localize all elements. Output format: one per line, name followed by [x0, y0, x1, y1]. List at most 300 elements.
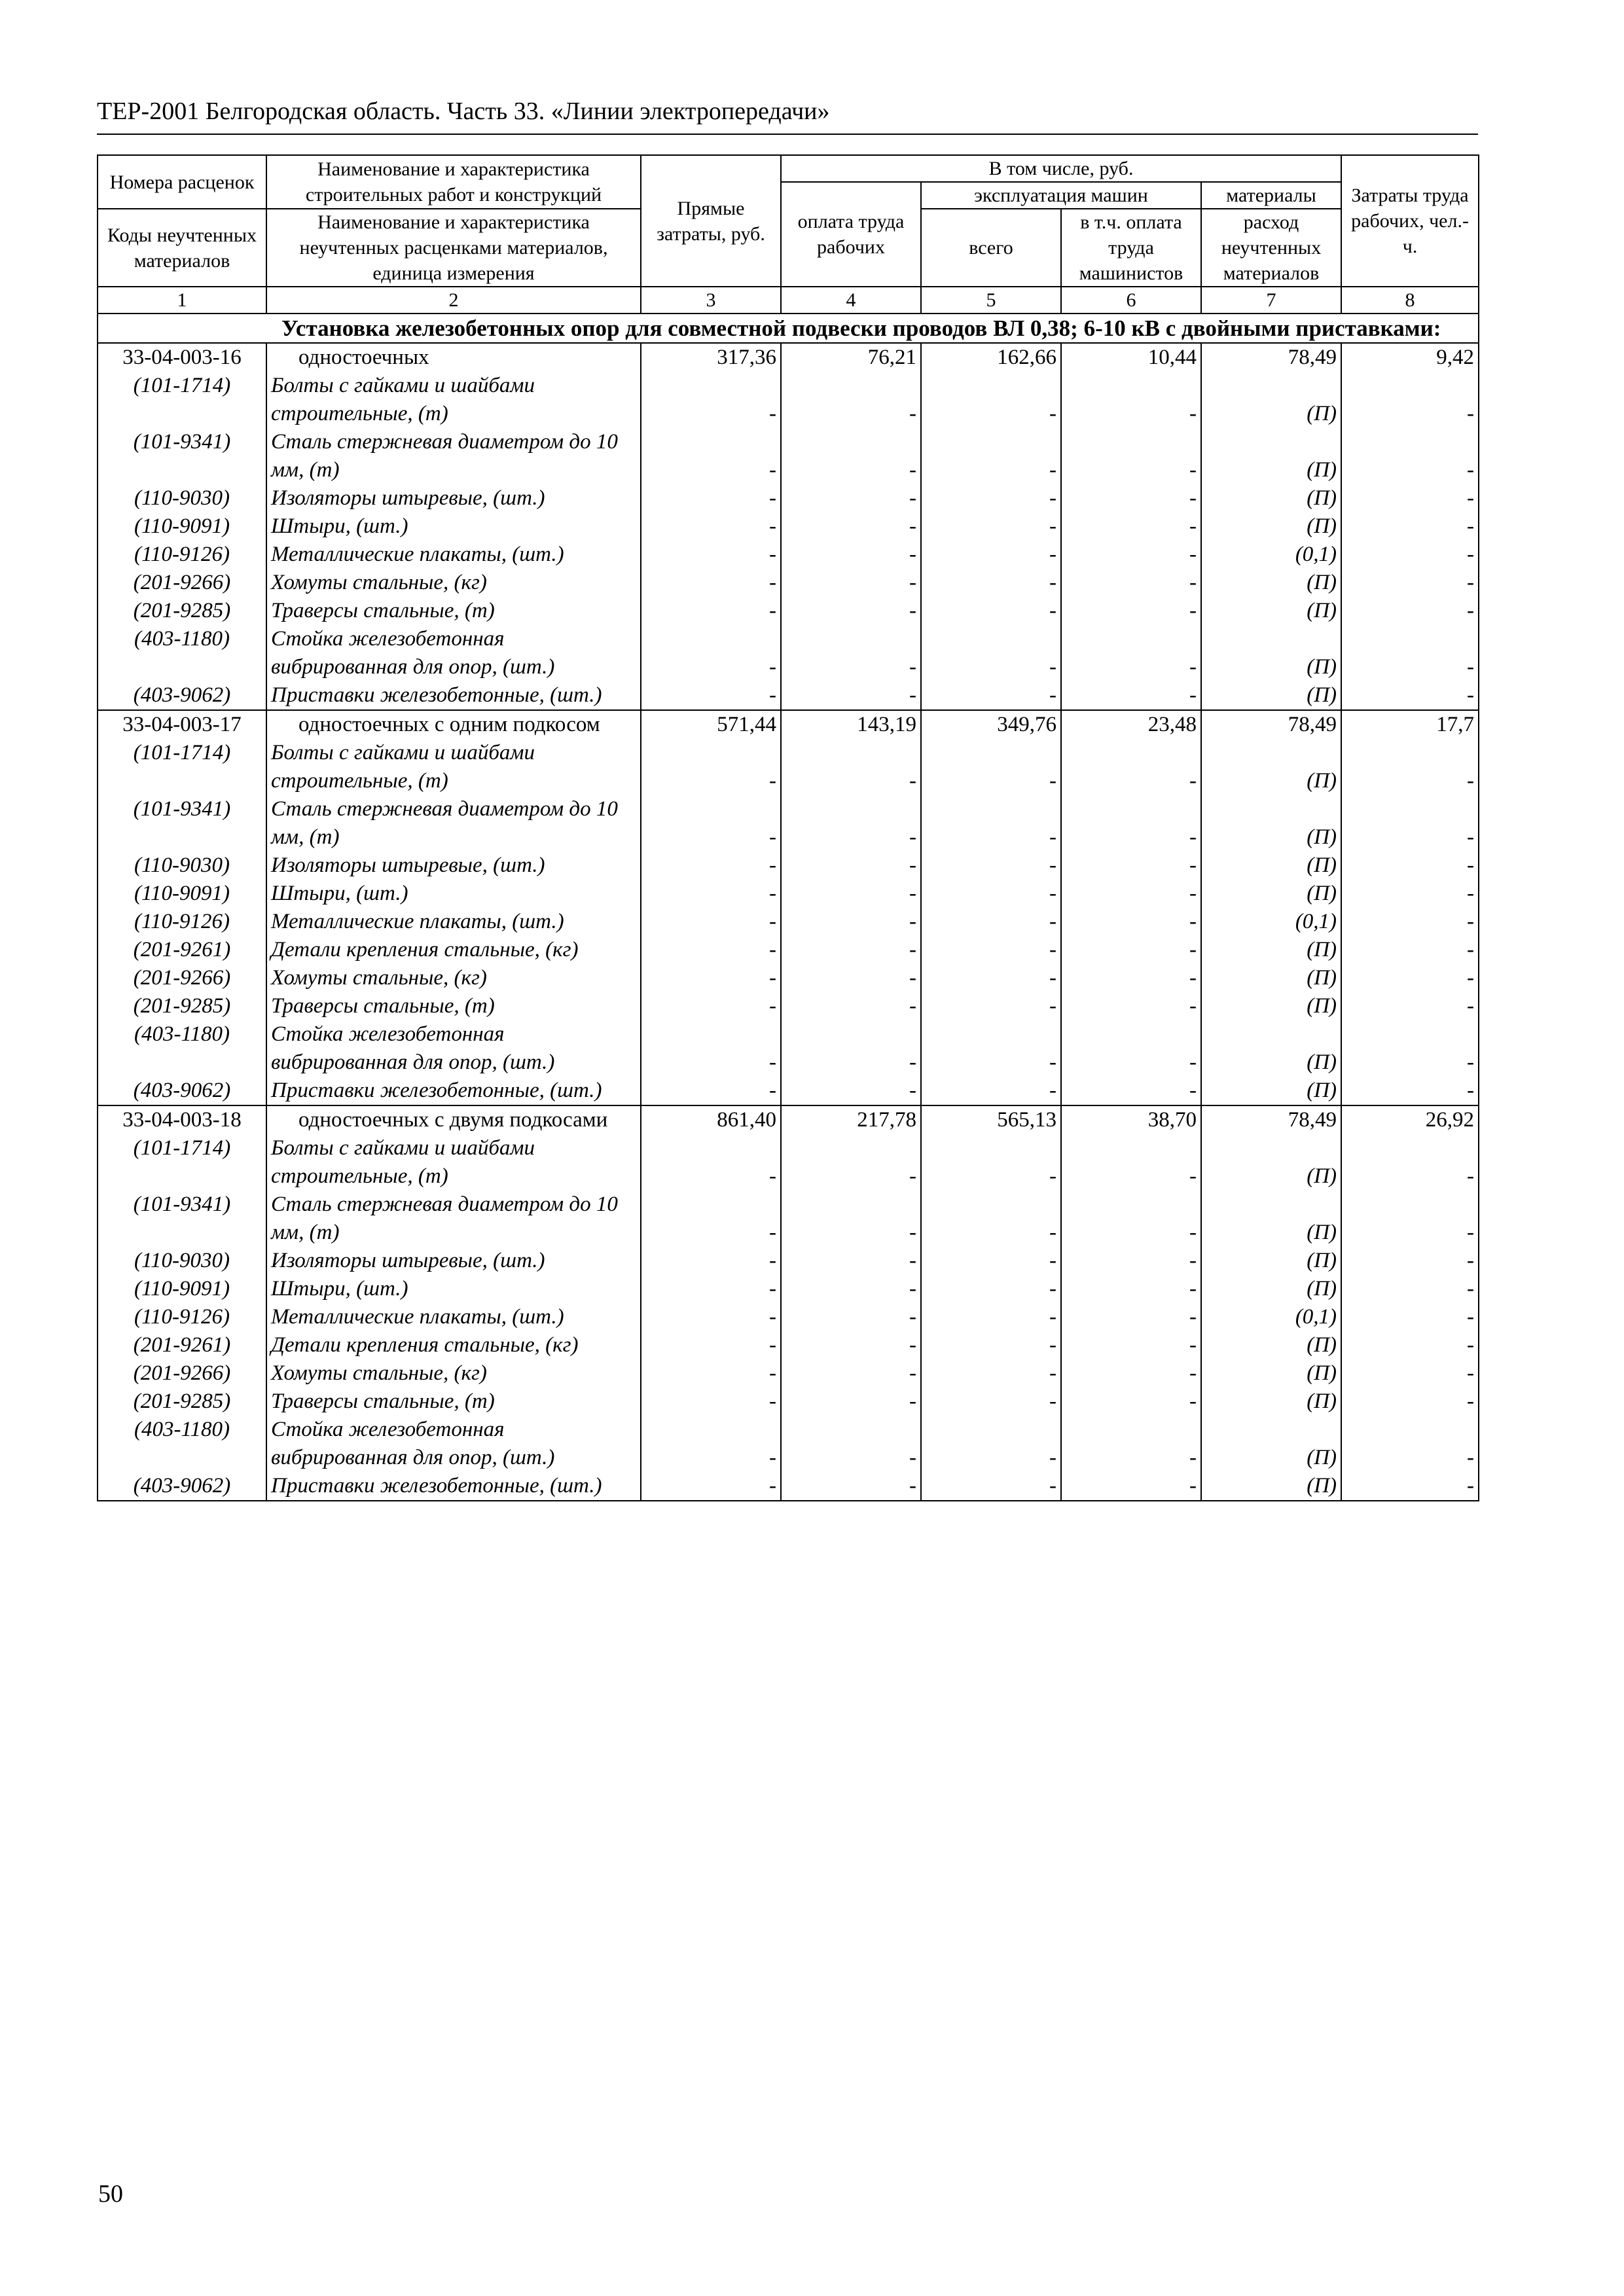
material-usage: (П)	[1201, 880, 1341, 908]
material-name: Детали крепления стальные, (кг)	[266, 936, 641, 964]
dash-cell: -	[1341, 1134, 1479, 1191]
material-usage: (П)	[1201, 1388, 1341, 1416]
dash-cell: -	[781, 1359, 921, 1388]
material-row	[98, 1472, 1479, 1501]
dash-cell: -	[921, 484, 1061, 512]
material-code: (101-1714)	[98, 739, 266, 795]
dash-cell: -	[641, 512, 781, 541]
dash-cell: -	[641, 569, 781, 597]
material-row	[98, 597, 1479, 625]
material-name: Болты с гайками и шайбами строительные, (т)	[266, 372, 641, 428]
material-usage: (П)	[1201, 1191, 1341, 1247]
dash-cell: -	[1061, 936, 1201, 964]
material-usage: (П)	[1201, 1020, 1341, 1077]
dash-cell: -	[1061, 681, 1201, 710]
material-row	[98, 739, 1479, 795]
dash-cell: -	[1061, 992, 1201, 1020]
material-code: (201-9266)	[98, 1359, 266, 1388]
material-row	[98, 992, 1479, 1020]
dash-cell: -	[1061, 880, 1201, 908]
dash-cell: -	[641, 1416, 781, 1472]
dash-cell: -	[1341, 936, 1479, 964]
material-code: (101-9341)	[98, 428, 266, 484]
dash-cell: -	[921, 597, 1061, 625]
dash-cell: -	[921, 1388, 1061, 1416]
rate-code: 33-04-003-17	[98, 710, 266, 739]
dash-cell: -	[1061, 1359, 1201, 1388]
material-usage: (П)	[1201, 1416, 1341, 1472]
dash-cell: -	[781, 1416, 921, 1472]
material-name: Приставки железобетонные, (шт.)	[266, 1472, 641, 1501]
dash-cell: -	[1061, 625, 1201, 681]
material-name: Болты с гайками и шайбами строительные, (т)	[266, 1134, 641, 1191]
dash-cell: -	[781, 1388, 921, 1416]
material-row	[98, 1191, 1479, 1247]
dash-cell: -	[921, 569, 1061, 597]
dash-cell: -	[1061, 1191, 1201, 1247]
column-number: 6	[1061, 287, 1201, 314]
material-usage: (П)	[1201, 1247, 1341, 1275]
dash-cell: -	[781, 1191, 921, 1247]
material-name: Приставки железобетонные, (шт.)	[266, 1077, 641, 1105]
material-name: Сталь стержневая диаметром до 10 мм, (т)	[266, 1191, 641, 1247]
material-name: Хомуты стальные, (кг)	[266, 964, 641, 992]
material-usage: (П)	[1201, 852, 1341, 880]
labor-hours: 17,7	[1341, 710, 1479, 739]
dash-cell: -	[921, 1275, 1061, 1303]
dash-cell: -	[1061, 1388, 1201, 1416]
material-row	[98, 1247, 1479, 1275]
labor-hours: 9,42	[1341, 343, 1479, 372]
material-usage: (П)	[1201, 569, 1341, 597]
material-row	[98, 541, 1479, 569]
dash-cell: -	[641, 372, 781, 428]
dash-cell: -	[1061, 1331, 1201, 1359]
dash-cell: -	[1341, 541, 1479, 569]
material-code: (201-9285)	[98, 992, 266, 1020]
dash-cell: -	[921, 1191, 1061, 1247]
material-code: (403-9062)	[98, 681, 266, 710]
dash-cell: -	[1061, 484, 1201, 512]
dash-cell: -	[1061, 1472, 1201, 1501]
rate-name: одностоечных	[266, 343, 641, 372]
material-row	[98, 569, 1479, 597]
column-number: 4	[781, 287, 921, 314]
dash-cell: -	[921, 1303, 1061, 1331]
material-row	[98, 1134, 1479, 1191]
material-code: (110-9091)	[98, 880, 266, 908]
dash-cell: -	[781, 964, 921, 992]
header-machines-total: всего	[921, 209, 1061, 287]
column-number: 5	[921, 287, 1061, 314]
dash-cell: -	[921, 625, 1061, 681]
material-usage: (П)	[1201, 795, 1341, 852]
dash-cell: -	[781, 795, 921, 852]
dash-cell: -	[1341, 1416, 1479, 1472]
material-usage: (П)	[1201, 681, 1341, 710]
dash-cell: -	[1341, 1359, 1479, 1388]
dash-cell: -	[781, 541, 921, 569]
material-code: (110-9091)	[98, 1275, 266, 1303]
dash-cell: -	[921, 541, 1061, 569]
dash-cell: -	[641, 1077, 781, 1105]
dash-cell: -	[921, 739, 1061, 795]
material-code: (403-9062)	[98, 1077, 266, 1105]
dash-cell: -	[1061, 964, 1201, 992]
material-code: (403-1180)	[98, 1020, 266, 1077]
material-usage: (П)	[1201, 428, 1341, 484]
machinists-pay: 23,48	[1061, 710, 1201, 739]
dash-cell: -	[1341, 569, 1479, 597]
dash-cell: -	[641, 1020, 781, 1077]
dash-cell: -	[1061, 1134, 1201, 1191]
dash-cell: -	[1061, 541, 1201, 569]
dash-cell: -	[1061, 569, 1201, 597]
material-row	[98, 852, 1479, 880]
dash-cell: -	[1061, 1077, 1201, 1105]
material-code: (201-9285)	[98, 1388, 266, 1416]
header-work-name: Наименование и характеристика строительных работ и конструкций	[266, 155, 641, 209]
material-code: (110-9030)	[98, 1247, 266, 1275]
material-row	[98, 1416, 1479, 1472]
material-row	[98, 880, 1479, 908]
material-row	[98, 795, 1479, 852]
dash-cell: -	[1341, 1077, 1479, 1105]
dash-cell: -	[1341, 908, 1479, 936]
material-row	[98, 1303, 1479, 1331]
dash-cell: -	[641, 1191, 781, 1247]
header-material-names: Наименование и характеристика неучтенных расценками материалов, единица измерения	[266, 209, 641, 287]
rate-code: 33-04-003-18	[98, 1105, 266, 1134]
dash-cell: -	[781, 484, 921, 512]
dash-cell: -	[1061, 1020, 1201, 1077]
material-name: Штыри, (шт.)	[266, 1275, 641, 1303]
material-code: (110-9126)	[98, 1303, 266, 1331]
header-including: В том числе, руб.	[781, 155, 1341, 182]
material-code: (101-9341)	[98, 1191, 266, 1247]
material-row	[98, 681, 1479, 710]
material-code: (403-9062)	[98, 1472, 266, 1501]
machinists-pay: 38,70	[1061, 1105, 1201, 1134]
header-machinists-pay: в т.ч. оплата труда машинистов	[1061, 209, 1201, 287]
dash-cell: -	[641, 1388, 781, 1416]
dash-cell: -	[781, 372, 921, 428]
material-usage: (П)	[1201, 964, 1341, 992]
material-usage: (0,1)	[1201, 541, 1341, 569]
header-materials: материалы	[1201, 182, 1341, 209]
rate-name: одностоечных с одним подкосом	[266, 710, 641, 739]
dash-cell: -	[1061, 795, 1201, 852]
machines-total: 349,76	[921, 710, 1061, 739]
material-row	[98, 625, 1479, 681]
material-name: Сталь стержневая диаметром до 10 мм, (т)	[266, 428, 641, 484]
material-code: (110-9030)	[98, 484, 266, 512]
dash-cell: -	[921, 1077, 1061, 1105]
header-labor-hours: Затраты труда рабочих, чел.-ч.	[1341, 155, 1479, 287]
materials-cost: 78,49	[1201, 343, 1341, 372]
material-row	[98, 484, 1479, 512]
material-usage: (П)	[1201, 1472, 1341, 1501]
header-rate-numbers: Номера расценок	[98, 155, 266, 209]
dash-cell: -	[781, 428, 921, 484]
material-usage: (П)	[1201, 992, 1341, 1020]
dash-cell: -	[781, 1275, 921, 1303]
dash-cell: -	[641, 428, 781, 484]
dash-cell: -	[1341, 484, 1479, 512]
dash-cell: -	[781, 597, 921, 625]
dash-cell: -	[641, 936, 781, 964]
dash-cell: -	[641, 908, 781, 936]
material-row	[98, 1359, 1479, 1388]
dash-cell: -	[781, 936, 921, 964]
dash-cell: -	[781, 512, 921, 541]
header-material-usage: расход неучтенных материалов	[1201, 209, 1341, 287]
dash-cell: -	[1341, 1388, 1479, 1416]
material-usage: (П)	[1201, 1359, 1341, 1388]
material-name: Хомуты стальные, (кг)	[266, 569, 641, 597]
material-row	[98, 1077, 1479, 1105]
dash-cell: -	[1341, 1472, 1479, 1501]
material-name: Детали крепления стальные, (кг)	[266, 1331, 641, 1359]
dash-cell: -	[1341, 597, 1479, 625]
labor-pay: 76,21	[781, 343, 921, 372]
material-usage: (П)	[1201, 625, 1341, 681]
dash-cell: -	[1341, 795, 1479, 852]
dash-cell: -	[921, 795, 1061, 852]
material-usage: (П)	[1201, 512, 1341, 541]
material-row	[98, 908, 1479, 936]
dash-cell: -	[1341, 625, 1479, 681]
material-name: Хомуты стальные, (кг)	[266, 1359, 641, 1388]
material-name: Изоляторы штыревые, (шт.)	[266, 1247, 641, 1275]
dash-cell: -	[1061, 1275, 1201, 1303]
machines-total: 565,13	[921, 1105, 1061, 1134]
dash-cell: -	[921, 852, 1061, 880]
material-code: (201-9261)	[98, 936, 266, 964]
material-usage: (П)	[1201, 597, 1341, 625]
material-code: (403-1180)	[98, 1416, 266, 1472]
dash-cell: -	[921, 908, 1061, 936]
dash-cell: -	[641, 597, 781, 625]
labor-pay: 143,19	[781, 710, 921, 739]
dash-cell: -	[1341, 681, 1479, 710]
rate-row	[98, 343, 1479, 372]
material-usage: (0,1)	[1201, 1303, 1341, 1331]
material-name: Траверсы стальные, (т)	[266, 597, 641, 625]
material-code: (110-9126)	[98, 908, 266, 936]
dash-cell: -	[921, 1359, 1061, 1388]
column-number: 1	[98, 287, 266, 314]
dash-cell: -	[1061, 428, 1201, 484]
column-number: 8	[1341, 287, 1479, 314]
dash-cell: -	[641, 1472, 781, 1501]
dash-cell: -	[1341, 1020, 1479, 1077]
material-usage: (П)	[1201, 1331, 1341, 1359]
dash-cell: -	[781, 1472, 921, 1501]
materials-cost: 78,49	[1201, 1105, 1341, 1134]
dash-cell: -	[921, 681, 1061, 710]
material-name: Изоляторы штыревые, (шт.)	[266, 484, 641, 512]
material-code: (201-9261)	[98, 1331, 266, 1359]
dash-cell: -	[921, 1134, 1061, 1191]
material-row	[98, 964, 1479, 992]
material-code: (110-9091)	[98, 512, 266, 541]
material-name: Траверсы стальные, (т)	[266, 1388, 641, 1416]
material-name: Стойка железобетонная вибрированная для опор, (шт.)	[266, 625, 641, 681]
material-row	[98, 1020, 1479, 1077]
material-usage: (П)	[1201, 739, 1341, 795]
material-code: (201-9266)	[98, 569, 266, 597]
material-code: (201-9285)	[98, 597, 266, 625]
dash-cell: -	[641, 1331, 781, 1359]
page-header: ТЕР-2001 Белгородская область. Часть 33. «Линии электропередачи»	[97, 92, 1478, 135]
dash-cell: -	[1061, 739, 1201, 795]
material-name: Изоляторы штыревые, (шт.)	[266, 852, 641, 880]
dash-cell: -	[1061, 372, 1201, 428]
dash-cell: -	[781, 625, 921, 681]
dash-cell: -	[1341, 1191, 1479, 1247]
dash-cell: -	[641, 1275, 781, 1303]
material-name: Болты с гайками и шайбами строительные, (т)	[266, 739, 641, 795]
dash-cell: -	[921, 1416, 1061, 1472]
dash-cell: -	[781, 569, 921, 597]
dash-cell: -	[1341, 1303, 1479, 1331]
dash-cell: -	[781, 1020, 921, 1077]
direct-costs: 317,36	[641, 343, 781, 372]
material-name: Металлические плакаты, (шт.)	[266, 1303, 641, 1331]
header-machines: эксплуатация машин	[921, 182, 1201, 209]
dash-cell: -	[1341, 880, 1479, 908]
section-title: Установка железобетонных опор для совместной подвески проводов ВЛ 0,38; 6-10 кВ с двойными приставками:	[98, 314, 1479, 343]
material-code: (101-1714)	[98, 372, 266, 428]
header-material-codes: Коды неучтенных материалов	[98, 209, 266, 287]
machinists-pay: 10,44	[1061, 343, 1201, 372]
material-code: (201-9266)	[98, 964, 266, 992]
dash-cell: -	[641, 880, 781, 908]
material-usage: (П)	[1201, 1077, 1341, 1105]
material-row	[98, 1388, 1479, 1416]
dash-cell: -	[641, 964, 781, 992]
dash-cell: -	[1341, 964, 1479, 992]
labor-pay: 217,78	[781, 1105, 921, 1134]
material-usage: (П)	[1201, 372, 1341, 428]
rate-code: 33-04-003-16	[98, 343, 266, 372]
material-name: Штыри, (шт.)	[266, 880, 641, 908]
dash-cell: -	[641, 852, 781, 880]
dash-cell: -	[1061, 597, 1201, 625]
dash-cell: -	[781, 992, 921, 1020]
dash-cell: -	[641, 1247, 781, 1275]
rate-name: одностоечных с двумя подкосами	[266, 1105, 641, 1134]
material-code: (101-9341)	[98, 795, 266, 852]
dash-cell: -	[1341, 1247, 1479, 1275]
dash-cell: -	[781, 1303, 921, 1331]
dash-cell: -	[641, 484, 781, 512]
material-name: Металлические плакаты, (шт.)	[266, 541, 641, 569]
dash-cell: -	[1341, 852, 1479, 880]
dash-cell: -	[1341, 739, 1479, 795]
dash-cell: -	[1341, 1275, 1479, 1303]
dash-cell: -	[1061, 1416, 1201, 1472]
dash-cell: -	[921, 964, 1061, 992]
column-number: 7	[1201, 287, 1341, 314]
dash-cell: -	[921, 936, 1061, 964]
dash-cell: -	[641, 795, 781, 852]
machines-total: 162,66	[921, 343, 1061, 372]
dash-cell: -	[1061, 908, 1201, 936]
material-usage: (0,1)	[1201, 908, 1341, 936]
materials-cost: 78,49	[1201, 710, 1341, 739]
material-code: (110-9126)	[98, 541, 266, 569]
table-body	[98, 314, 1479, 1501]
dash-cell: -	[921, 428, 1061, 484]
material-code: (101-1714)	[98, 1134, 266, 1191]
dash-cell: -	[641, 1359, 781, 1388]
dash-cell: -	[1341, 1331, 1479, 1359]
dash-cell: -	[1061, 852, 1201, 880]
material-usage: (П)	[1201, 1275, 1341, 1303]
section-row	[98, 314, 1479, 343]
dash-cell: -	[1341, 428, 1479, 484]
dash-cell: -	[781, 1331, 921, 1359]
dash-cell: -	[641, 625, 781, 681]
header-direct-costs: Прямые затраты, руб.	[641, 155, 781, 287]
dash-cell: -	[641, 1303, 781, 1331]
dash-cell: -	[1341, 372, 1479, 428]
dash-cell: -	[921, 992, 1061, 1020]
labor-hours: 26,92	[1341, 1105, 1479, 1134]
dash-cell: -	[1061, 1303, 1201, 1331]
material-name: Сталь стержневая диаметром до 10 мм, (т)	[266, 795, 641, 852]
material-name: Стойка железобетонная вибрированная для опор, (шт.)	[266, 1020, 641, 1077]
dash-cell: -	[641, 541, 781, 569]
page-number: 50	[98, 2180, 123, 2208]
material-code: (110-9030)	[98, 852, 266, 880]
material-row	[98, 1331, 1479, 1359]
material-row	[98, 1275, 1479, 1303]
dash-cell: -	[921, 1247, 1061, 1275]
rate-row	[98, 1105, 1479, 1134]
column-number: 2	[266, 287, 641, 314]
dash-cell: -	[921, 1020, 1061, 1077]
dash-cell: -	[921, 880, 1061, 908]
dash-cell: -	[641, 681, 781, 710]
rate-row	[98, 710, 1479, 739]
dash-cell: -	[781, 1247, 921, 1275]
material-name: Траверсы стальные, (т)	[266, 992, 641, 1020]
dash-cell: -	[781, 880, 921, 908]
dash-cell: -	[1341, 992, 1479, 1020]
direct-costs: 861,40	[641, 1105, 781, 1134]
dash-cell: -	[781, 681, 921, 710]
dash-cell: -	[781, 908, 921, 936]
dash-cell: -	[1341, 512, 1479, 541]
material-row	[98, 512, 1479, 541]
dash-cell: -	[921, 1472, 1061, 1501]
material-row	[98, 372, 1479, 428]
material-row	[98, 428, 1479, 484]
material-name: Приставки железобетонные, (шт.)	[266, 681, 641, 710]
material-name: Штыри, (шт.)	[266, 512, 641, 541]
material-name: Стойка железобетонная вибрированная для опор, (шт.)	[266, 1416, 641, 1472]
dash-cell: -	[1061, 512, 1201, 541]
dash-cell: -	[781, 739, 921, 795]
dash-cell: -	[921, 512, 1061, 541]
dash-cell: -	[921, 1331, 1061, 1359]
dash-cell: -	[641, 992, 781, 1020]
material-code: (403-1180)	[98, 625, 266, 681]
dash-cell: -	[1061, 1247, 1201, 1275]
